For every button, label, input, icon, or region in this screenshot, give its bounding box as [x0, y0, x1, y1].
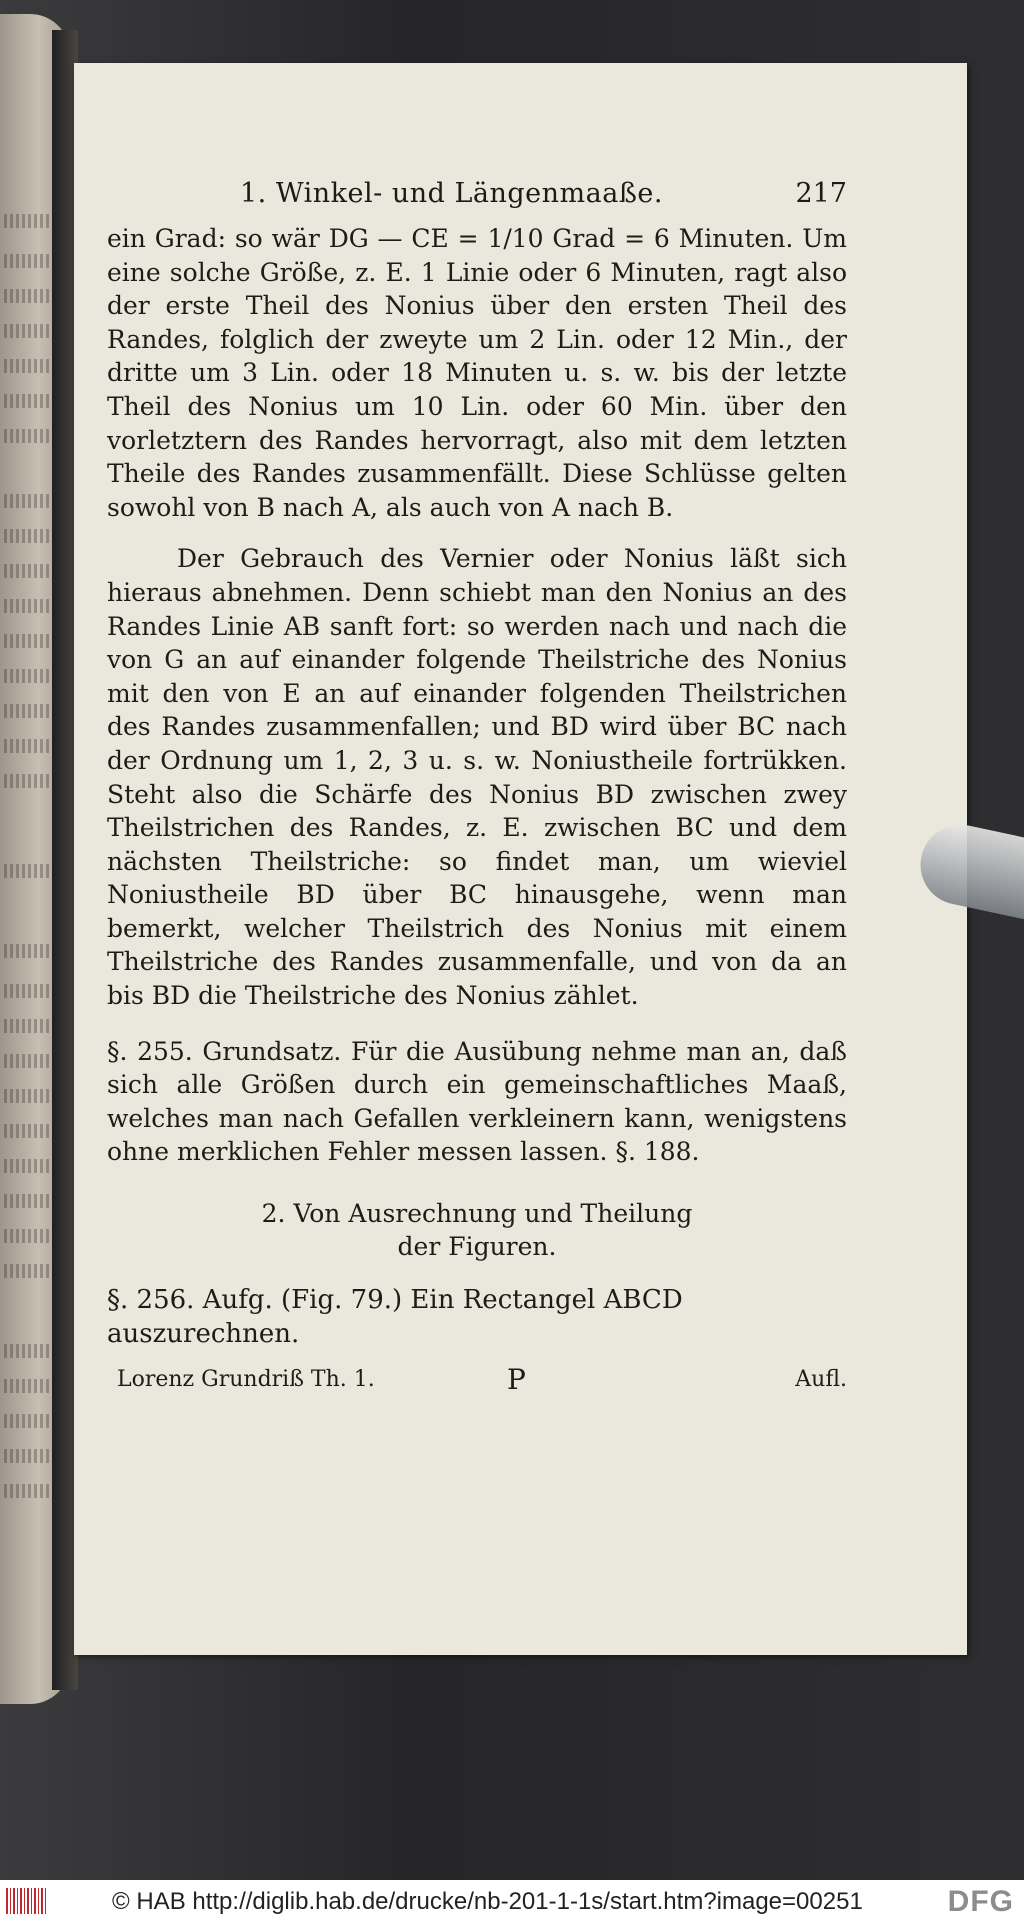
- source-credit: © HAB http://diglib.hab.de/drucke/nb-201-1-1s/start.htm?image=00251: [112, 1888, 863, 1915]
- footer-catchword: Aufl.: [795, 1367, 847, 1393]
- running-header: [107, 178, 847, 222]
- barcode-icon: [6, 1888, 46, 1914]
- task-statement: §. 256. Aufg. (Fig. 79.) Ein Rectangel ABCD auszurechnen.: [107, 1285, 683, 1350]
- paragraph: Der Gebrauch des Vernier oder Nonius läßt sich hieraus abnehmen. Denn schiebt man den Nonius an des Randes Linie AB sanft fort: so werden nach und nach die von G an auf einander folgende Theilstriche des Nonius mit den von E an auf einander folgenden Theilstrichen des Randes zusammenfallen; und BD wird über BC nach der Ordnung um 1, 2, 3 u. s. w. Noniustheile fortrükken. Steht also die Schärfe des Nonius BD zwischen zwey Theilstrichen des Randes, z. E. zwischen BC und dem nächsten Theilstriche: so findet man, um wieviel Noniustheile BD über BC hinausgehe, wenn man bemerkt, welcher Theilstrich des Nonius mit einem Theilstriche des Randes zusammenfalle, und von da an bis BD die Theilstriche des Nonius zählet.: [107, 544, 847, 1011]
- header-title: 1. Winkel- und Längenmaaße.: [240, 178, 663, 209]
- section-heading: [107, 1197, 847, 1263]
- section-heading-line: der Figuren.: [397, 1232, 557, 1262]
- section-heading-line: 2. Von Ausrechnung und Theilung: [261, 1199, 693, 1229]
- body-text: [107, 222, 847, 1169]
- page-footer: [107, 1363, 847, 1407]
- footer-sheet-mark: P: [507, 1363, 526, 1397]
- dfg-logo: DFG: [947, 1885, 1014, 1918]
- paragraph: §. 255. Grundsatz. Für die Ausübung nehme man an, daß sich alle Größen durch ein gemeinschaftliches Maaß, welches man nach Gefallen verkleinern kann, wenigstens ohne merklichen Fehler messen lassen. §. 188.: [107, 1036, 847, 1167]
- book-page: [74, 63, 967, 1655]
- footer-signature: Lorenz Grundriß Th. 1.: [117, 1367, 375, 1393]
- paragraph: ein Grad: so wär DG — CE = 1/10 Grad = 6 Minuten. Um eine solche Größe, z. E. 1 Linie oder 6 Minuten, ragt also der erste Theil des Nonius über den ersten Theil des Randes, folglich der zweyte um 2 Lin. oder 12 Min., der dritte um 3 Lin. oder 18 Minuten u. s. w. bis der letzte Theil des Nonius um 10 Lin. oder 60 Min. über den vorletztern des Randes hervorragt, also mit dem letzten Theile des Randes zusammenfällt. Diese Schlüsse gelten sowohl von B nach A, als auch von A nach B.: [107, 224, 847, 522]
- page-content: [107, 178, 847, 1407]
- bottom-credit-bar: [0, 1880, 1024, 1923]
- page-number: 217: [795, 178, 847, 209]
